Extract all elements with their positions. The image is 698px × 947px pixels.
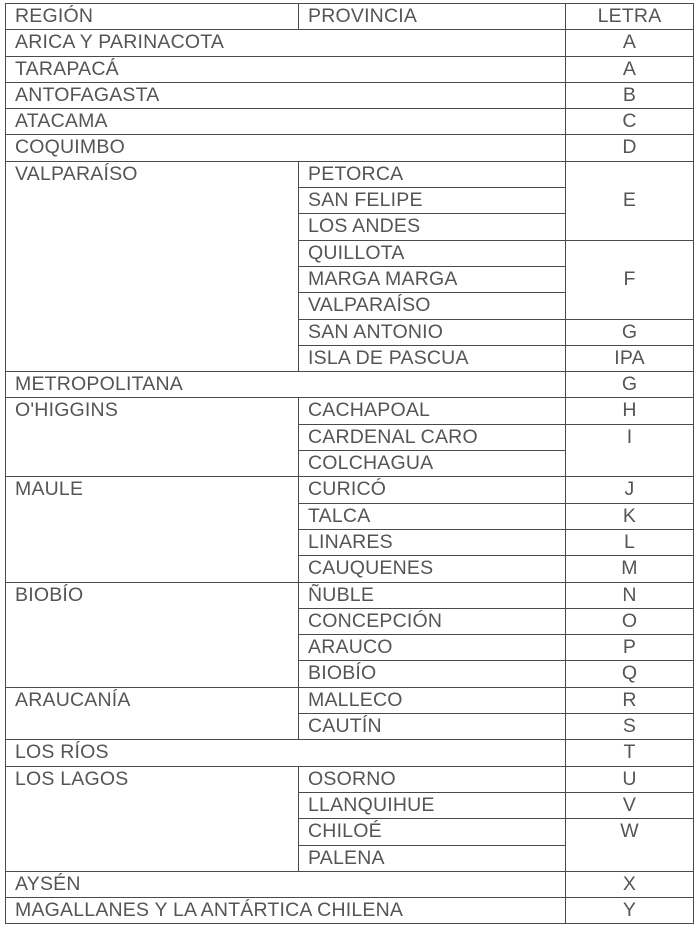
- province-cell: CARDENAL CARO: [299, 424, 566, 450]
- letter-cell: G: [566, 372, 694, 398]
- letter-cell: N: [566, 582, 694, 608]
- region-cell: METROPOLITANA: [6, 372, 566, 398]
- region-cell: ATACAMA: [6, 109, 566, 135]
- letter-cell: Y: [566, 898, 694, 924]
- region-cell: O'HIGGINS: [6, 398, 299, 477]
- table-row: [6, 56, 694, 82]
- region-cell: COQUIMBO: [6, 135, 566, 161]
- province-cell: CURICÓ: [299, 477, 566, 503]
- region-cell: AYSÉN: [6, 871, 566, 897]
- header-province: PROVINCIA: [299, 4, 566, 30]
- table-row: [6, 30, 694, 56]
- table-row: [6, 766, 694, 792]
- region-cell: TARAPACÁ: [6, 56, 566, 82]
- province-cell: SAN ANTONIO: [299, 319, 566, 345]
- province-cell: OSORNO: [299, 766, 566, 792]
- letter-cell: X: [566, 871, 694, 897]
- table-row: [6, 109, 694, 135]
- province-cell: BIOBÍO: [299, 661, 566, 687]
- table-row: [6, 740, 694, 766]
- letter-cell: IPA: [566, 345, 694, 371]
- letter-cell: J: [566, 477, 694, 503]
- region-cell: ARAUCANÍA: [6, 687, 299, 740]
- province-cell: SAN FELIPE: [299, 188, 566, 214]
- letter-cell: M: [566, 556, 694, 582]
- letter-cell: H: [566, 398, 694, 424]
- table-row: [6, 82, 694, 108]
- region-province-letter-table: [5, 3, 694, 924]
- region-cell: LOS RÍOS: [6, 740, 566, 766]
- table-row: [6, 687, 694, 713]
- letter-cell: T: [566, 740, 694, 766]
- header-letter: LETRA: [566, 4, 694, 30]
- table-row: [6, 161, 694, 187]
- letter-cell: K: [566, 503, 694, 529]
- letter-cell: O: [566, 608, 694, 634]
- region-cell: MAULE: [6, 477, 299, 582]
- province-cell: CAUQUENES: [299, 556, 566, 582]
- province-cell: ISLA DE PASCUA: [299, 345, 566, 371]
- letter-cell: D: [566, 135, 694, 161]
- table-row: [6, 898, 694, 924]
- table-row: [6, 372, 694, 398]
- province-cell: CHILOÉ: [299, 819, 566, 845]
- region-cell: MAGALLANES Y LA ANTÁRTICA CHILENA: [6, 898, 566, 924]
- letter-cell: R: [566, 687, 694, 713]
- letter-cell: E: [566, 161, 694, 240]
- header-region: REGIÓN: [6, 4, 299, 30]
- letter-cell: U: [566, 766, 694, 792]
- letter-cell: Q: [566, 661, 694, 687]
- province-cell: LOS ANDES: [299, 214, 566, 240]
- province-cell: ÑUBLE: [299, 582, 566, 608]
- region-cell: LOS LAGOS: [6, 766, 299, 871]
- letter-cell: A: [566, 30, 694, 56]
- letter-cell: A: [566, 56, 694, 82]
- letter-cell: F: [566, 240, 694, 319]
- province-cell: PALENA: [299, 845, 566, 871]
- province-cell: MARGA MARGA: [299, 266, 566, 292]
- region-cell: VALPARAÍSO: [6, 161, 299, 371]
- letter-cell: C: [566, 109, 694, 135]
- letter-cell: I: [566, 424, 694, 477]
- region-cell: ARICA Y PARINACOTA: [6, 30, 566, 56]
- province-cell: VALPARAÍSO: [299, 293, 566, 319]
- region-cell: BIOBÍO: [6, 582, 299, 687]
- letter-cell: L: [566, 529, 694, 555]
- letter-cell: G: [566, 319, 694, 345]
- table-row: [6, 135, 694, 161]
- province-cell: QUILLOTA: [299, 240, 566, 266]
- province-cell: PETORCA: [299, 161, 566, 187]
- province-cell: MALLECO: [299, 687, 566, 713]
- province-cell: CACHAPOAL: [299, 398, 566, 424]
- letter-cell: B: [566, 82, 694, 108]
- letter-cell: V: [566, 792, 694, 818]
- province-cell: TALCA: [299, 503, 566, 529]
- letter-cell: P: [566, 635, 694, 661]
- region-cell: ANTOFAGASTA: [6, 82, 566, 108]
- province-cell: LINARES: [299, 529, 566, 555]
- table-row: [6, 582, 694, 608]
- letter-cell: S: [566, 714, 694, 740]
- province-cell: ARAUCO: [299, 635, 566, 661]
- province-cell: CONCEPCIÓN: [299, 608, 566, 634]
- table-row: [6, 398, 694, 424]
- province-cell: CAUTÍN: [299, 714, 566, 740]
- letter-cell: W: [566, 819, 694, 872]
- province-cell: COLCHAGUA: [299, 451, 566, 477]
- table-row: [6, 477, 694, 503]
- province-cell: LLANQUIHUE: [299, 792, 566, 818]
- header-row: [6, 4, 694, 30]
- table-row: [6, 871, 694, 897]
